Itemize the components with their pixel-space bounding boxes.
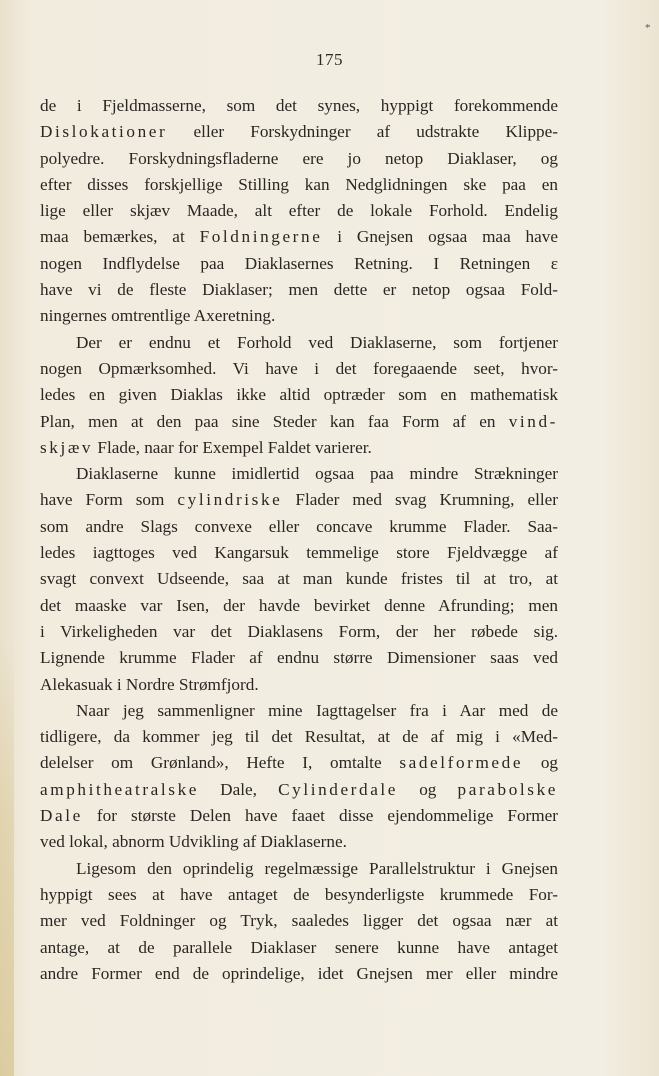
text-line — [40, 961, 558, 987]
text-run: i Virkeligheden var det Diaklasens Form, der her røbede sig. — [40, 621, 558, 641]
text-line — [40, 750, 558, 776]
spaced-term: Cylinderdale — [278, 779, 399, 799]
text-line — [40, 382, 558, 408]
text-line — [40, 303, 558, 329]
text-line — [40, 198, 558, 224]
text-line — [40, 593, 558, 619]
text-line — [40, 330, 558, 356]
text-run: have vi de fleste Diaklaser; men dette er netop ogsaa Fold- — [40, 280, 558, 300]
spaced-term: skjæv — [40, 437, 94, 457]
text-line — [40, 803, 558, 829]
text-line — [40, 251, 558, 277]
text-run: Ligesom den oprindelig regelmæssige Parallelstruktur i Gnejsen — [76, 858, 558, 878]
text-run: nogen Indflydelse paa Diaklasernes Retning. I Retningen ε — [40, 253, 558, 273]
text-run: Flader med svag Krumning, eller — [282, 490, 558, 510]
text-run: Der er endnu et Forhold ved Diaklaserne, som fortjener — [76, 332, 558, 352]
text-run: ningernes omtrentlige Axeretning. — [40, 306, 276, 326]
text-line — [40, 93, 558, 119]
text-run: nogen Opmærksomhed. Vi have i det foregaaende seet, hvor- — [40, 358, 558, 378]
spaced-term: Dale — [40, 806, 83, 826]
text-line — [40, 224, 558, 250]
text-line — [40, 698, 558, 724]
text-run: Naar jeg sammenligner mine Iagttagelser fra i Aar med de — [76, 700, 558, 720]
text-line — [40, 514, 558, 540]
text-run: Flade, naar for Exempel Faldet varierer. — [93, 437, 372, 457]
text-run: hyppigt sees at have antaget de besynderligste krummede For- — [40, 884, 558, 904]
text-run: maa bemærkes, at — [40, 227, 200, 247]
text-run: delelser om Grønland», Hefte I, omtalte — [40, 753, 400, 773]
text-run: i Gnejsen ogsaa maa have — [322, 227, 558, 247]
text-line — [40, 356, 558, 382]
text-run: som andre Slags convexe eller concave krumme Flader. Saa- — [40, 516, 558, 536]
text-run: Lignende krumme Flader af endnu større Dimensioner saas ved — [40, 648, 558, 668]
text-line — [40, 935, 558, 961]
spaced-term: Foldningerne — [199, 227, 323, 247]
text-line — [40, 619, 558, 645]
text-line — [40, 540, 558, 566]
text-run: antage, at de parallele Diaklaser senere kunne have antaget — [40, 937, 558, 957]
spaced-term: sadelformede — [399, 753, 524, 773]
text-run: svagt convext Udseende, saa at man kunde fristes til at tro, at — [40, 569, 558, 589]
text-run: eller Forskydninger af udstrakte Klippe- — [167, 122, 558, 142]
text-line — [40, 119, 558, 145]
text-line — [40, 829, 558, 855]
text-run: de i Fjeldmasserne, som det synes, hyppigt forekommende — [40, 96, 558, 115]
text-run: og — [523, 753, 558, 773]
text-run: andre Former end de oprindelige, idet Gnejsen mer eller mindre — [40, 963, 558, 983]
text-line — [40, 461, 558, 487]
text-line — [40, 409, 558, 435]
text-line — [40, 645, 558, 671]
spaced-term: parabolske — [457, 779, 558, 799]
text-run: det maaske var Isen, der havde bevirket denne Afrunding; men — [40, 595, 558, 615]
spaced-term: amphitheatralske — [40, 779, 200, 799]
body-text — [40, 93, 558, 987]
text-run: Dale, — [199, 779, 279, 799]
text-run: polyedre. Forskydningsfladerne ere jo netop Diaklaser, og — [40, 148, 558, 168]
text-run: og — [398, 779, 458, 799]
text-line — [40, 672, 558, 698]
text-run: for største Delen have faaet disse ejendommelige Former — [82, 806, 558, 826]
text-run: tidligere, da kommer jeg til det Resultat, at de af mig i «Med- — [40, 727, 558, 747]
text-line — [40, 724, 558, 750]
page-number: 175 — [316, 50, 343, 69]
text-line — [40, 882, 558, 908]
text-run: mer ved Foldninger og Tryk, saaledes ligger det ogsaa nær at — [40, 911, 558, 931]
text-line — [40, 146, 558, 172]
spaced-term: cylindriske — [177, 490, 283, 510]
text-line — [40, 277, 558, 303]
text-line — [40, 908, 558, 934]
page-edge-stain — [0, 640, 14, 1076]
text-line — [40, 566, 558, 592]
text-line — [40, 856, 558, 882]
text-line — [40, 172, 558, 198]
text-run: ved lokal, abnorm Udvikling af Diaklaserne. — [40, 832, 347, 852]
text-run: Plan, men at den paa sine Steder kan faa Form af en — [40, 411, 509, 431]
spaced-term: Dislokationer — [40, 122, 168, 142]
text-run: ledes iagttoges ved Kangarsuk temmelige store Fjeldvægge af — [40, 543, 558, 563]
text-run: efter disses forskjellige Stilling kan Nedglidningen ske paa en — [40, 174, 558, 194]
text-run: Alekasuak i Nordre Strømfjord. — [40, 674, 259, 694]
text-line — [40, 487, 558, 513]
spaced-term: vind- — [508, 411, 558, 431]
text-line — [40, 777, 558, 803]
text-run: have Form som — [40, 490, 178, 510]
corner-mark: * — [645, 22, 651, 34]
text-run: lige eller skjæv Maade, alt efter de lokale Forhold. Endelig — [40, 201, 558, 221]
text-run: ledes en given Diaklas ikke altid optræder som en mathematisk — [40, 385, 558, 405]
text-run: Diaklaserne kunne imidlertid ogsaa paa mindre Strækninger — [76, 464, 558, 484]
text-line — [40, 435, 558, 461]
